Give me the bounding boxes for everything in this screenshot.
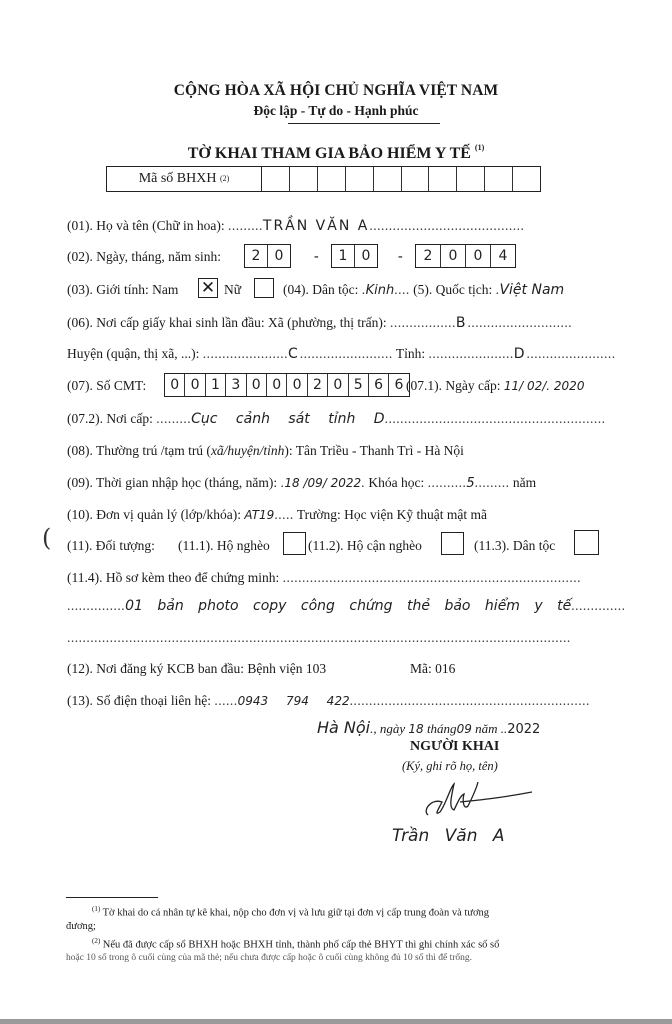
field-02-label: (02). Ngày, tháng, năm sinh: — [67, 249, 221, 264]
signing-month[interactable]: 09 — [456, 722, 472, 736]
field-07-1-issue-date — [406, 378, 584, 394]
month-label: tháng — [426, 721, 457, 736]
field-06-birth-registration: (06). Nơi cấp giấy khai sinh lần đầu: Xã (phường, thị trấn): .................B........................... — [67, 315, 573, 331]
birth-day-digit: 0 — [274, 248, 284, 264]
course-value[interactable]: 5 — [466, 476, 475, 491]
course-unit: năm — [512, 475, 537, 490]
footnote-1-text: Tờ khai do cá nhân tự kê khai, nộp cho đơn vị và lưu giữ tại đơn vị cấp trung đoàn và tương — [102, 907, 490, 919]
bhxh-digit-cell[interactable] — [513, 167, 540, 191]
bhxh-label-text: Mã số BHXH — [138, 171, 217, 186]
gender-male-checkbox[interactable]: ✕ — [198, 278, 218, 298]
bhxh-digit-cell[interactable] — [402, 167, 430, 191]
day-label: ., ngày — [370, 721, 406, 736]
field-05-label: (5). Quốc tịch: — [413, 282, 493, 297]
form-title — [0, 145, 672, 163]
year-label: năm .. — [475, 721, 508, 736]
school-label: Trường: Học viện Kỹ thuật mật mã — [296, 507, 488, 522]
birth-year-digit: 0 — [441, 245, 466, 267]
field-08-label-italic: xã/huyện/tỉnh — [210, 443, 285, 458]
field-13-label: (13). Số điện thoại liên hệ: — [67, 693, 211, 708]
bhxh-digit-cell[interactable] — [457, 167, 485, 191]
enrollment-date-value[interactable]: 18 /09/ 2022 — [284, 476, 362, 490]
ethnic-minority-label: (11.3). Dân tộc — [474, 538, 556, 553]
field-09-label: (09). Thời gian nhập học (tháng, năm): — [67, 475, 278, 490]
nationality-value[interactable]: Việt Nam — [499, 282, 565, 298]
birth-year-boxes[interactable] — [415, 244, 516, 268]
field-07-2-label: (07.2). Nơi cấp: — [67, 411, 153, 426]
birth-day-boxes[interactable] — [244, 244, 291, 268]
province-value[interactable]: D — [513, 346, 527, 362]
id-number-boxes[interactable] — [164, 373, 410, 397]
gender-female-checkbox[interactable] — [254, 278, 274, 298]
field-10-label: (10). Đơn vị quản lý (lớp/khóa): — [67, 507, 241, 522]
field-04-label: (04). Dân tộc: — [283, 282, 359, 297]
documents-value[interactable]: 01 bản photo copy công chứng thẻ bảo hiểm y tế — [125, 598, 572, 614]
signing-day[interactable]: 18 — [408, 722, 424, 736]
birth-year-digit: 4 — [498, 248, 508, 264]
signing-place[interactable]: Hà Nội — [317, 718, 371, 737]
date-separator: - — [314, 249, 319, 264]
ward-value[interactable]: B — [455, 315, 468, 331]
field-11-label: (11). Đối tượng: — [67, 538, 155, 553]
poor-household-label: (11.1). Hộ nghèo — [178, 538, 270, 553]
national-title: CỘNG HÒA XÃ HỘI CHỦ NGHĨA VIỆT NAM — [173, 82, 499, 99]
hospital-code: Mã: 016 — [410, 661, 456, 676]
footnote-2 — [92, 937, 499, 951]
margin-bracket-mark: ( — [42, 524, 52, 552]
bhxh-digit-cell[interactable] — [485, 167, 513, 191]
id-digit: 5 — [349, 374, 369, 396]
field-11-4-label: (11.4). Hồ sơ kèm theo để chứng minh: — [67, 570, 280, 585]
field-08-label: (08). Thường trú /tạm trú ( — [67, 443, 211, 458]
footnote-ref-1: (1) — [474, 143, 485, 152]
issue-date-value[interactable]: 11/ 02/. 2020 — [503, 379, 585, 393]
signing-year[interactable]: 2022 — [507, 722, 541, 737]
poor-household-checkbox[interactable] — [283, 532, 306, 555]
field-03-gender-label: (03). Giới tính: Nam — [67, 282, 179, 297]
bhxh-digit-cell[interactable] — [262, 167, 290, 191]
id-digit: 6 — [394, 377, 404, 393]
footnote-2-mark: (2) — [92, 937, 101, 945]
field-13-phone: (13). Số điện thoại liên hệ: ......0943 794 422.............................................................. — [67, 693, 590, 708]
footnote-1-continued: đương; — [66, 921, 96, 932]
footnote-1 — [92, 905, 489, 919]
field-07-label: (07). Số CMT: — [67, 378, 147, 393]
field-11-4-documents: (11.4). Hồ sơ kèm theo để chứng minh: ............................................................................. — [67, 570, 582, 585]
footnote-ref-2: (2) — [219, 174, 230, 183]
field-06-district: Huyện (quận, thị xã, ...): ......................C........................ Tỉnh: ......................D....................... — [67, 346, 616, 362]
gender-female-label: Nữ — [224, 282, 242, 297]
bhxh-digit-cell[interactable] — [374, 167, 402, 191]
id-digit: 0 — [165, 374, 185, 396]
field-01-label: (01). Họ và tên (Chữ in hoa): — [67, 218, 225, 233]
field-08-value: ): Tân Triều - Thanh Trì - Hà Nội — [284, 443, 464, 458]
documents-blank-line: .................................................................................................................................. — [67, 630, 571, 645]
course-label: Khóa học: — [368, 475, 425, 490]
footnote-divider — [66, 897, 158, 898]
near-poor-household-label: (11.2). Hộ cận nghèo — [308, 538, 422, 553]
id-digit: 0 — [247, 374, 267, 396]
full-name-value[interactable]: TRẦN VĂN A — [262, 218, 370, 234]
id-digit: 1 — [206, 374, 226, 396]
footnote-2-continued: hoặc 10 số trong ô cuối cùng của mã thẻ; nếu chưa được cấp hoặc ô cuối cùng không đủ 10 số thì để trống. — [66, 953, 473, 963]
class-value[interactable]: AT19 — [244, 508, 275, 522]
bhxh-number-box — [106, 166, 541, 192]
date-separator: - — [398, 249, 403, 264]
id-digit: 0 — [328, 374, 348, 396]
id-digit: 6 — [369, 374, 389, 396]
birth-month-boxes[interactable] — [331, 244, 378, 268]
birth-day-digit: 2 — [245, 245, 268, 267]
form-title-text: TỜ KHAI THAM GIA BẢO HIỂM Y TẾ — [187, 145, 471, 162]
phone-value[interactable]: 0943 794 422 — [237, 694, 350, 708]
field-07-1-label: (07.1). Ngày cấp: — [406, 378, 501, 393]
id-digit: 0 — [185, 374, 205, 396]
bhxh-digit-cell[interactable] — [318, 167, 346, 191]
field-09-enrollment: (09). Thời gian nhập học (tháng, năm): .18 /09/ 2022. Khóa học: ..........5......... năm — [67, 475, 537, 491]
birth-month-digit: 1 — [332, 245, 355, 267]
motto-underline — [288, 123, 440, 124]
near-poor-household-checkbox[interactable] — [441, 532, 464, 555]
footnote-2-text: Nếu đã được cấp sổ BHXH hoặc BHXH tỉnh, thành phố cấp thẻ BHYT thì ghi chính xác số sổ — [102, 939, 500, 951]
signed-name: Trần Văn A — [392, 826, 505, 846]
footnote-1-mark: (1) — [92, 905, 101, 913]
birth-year-digit: 0 — [466, 245, 491, 267]
declarant-title: NGƯỜI KHAI — [410, 739, 500, 754]
documents-handwritten-line: ...............01 bản photo copy công chứng thẻ bảo hiểm y tế.............. — [67, 598, 626, 614]
signature-instruction: (Ký, ghi rõ họ, tên) — [402, 759, 498, 773]
field-10-unit: (10). Đơn vị quản lý (lớp/khóa): AT19..... Trường: Học viện Kỹ thuật mật mã — [67, 507, 488, 522]
district-value[interactable]: C — [287, 346, 300, 362]
issue-place-value[interactable]: Cục cảnh sát tỉnh D — [191, 411, 385, 427]
id-digit: 0 — [287, 374, 307, 396]
field-07-2-issue-place: (07.2). Nơi cấp: .........Cục cảnh sát tỉnh D......................................................... — [67, 411, 606, 427]
district-label: Huyện (quận, thị xã, ...): — [67, 346, 200, 361]
field-01-full-name: (01). Họ và tên (Chữ in hoa): .........TRẦN VĂN A........................................ — [67, 218, 525, 234]
bhxh-label — [107, 167, 262, 191]
bhxh-digit-cell[interactable] — [346, 167, 374, 191]
ethnic-minority-checkbox[interactable] — [574, 530, 599, 555]
field-12-hospital: (12). Nơi đăng ký KCB ban đầu: Bệnh viện 103 — [67, 661, 327, 676]
bhxh-digit-cell[interactable] — [290, 167, 318, 191]
motto: Độc lập - Tự do - Hạnh phúc — [253, 103, 419, 118]
ethnicity-value[interactable]: Kinh — [365, 283, 395, 298]
id-digit: 2 — [308, 374, 328, 396]
signature-scribble — [420, 780, 550, 825]
id-digit: 0 — [267, 374, 287, 396]
field-04-ethnicity: (04). Dân tộc: .Kinh.... (5). Quốc tịch: .Việt Nam — [283, 282, 565, 298]
birth-month-digit: 0 — [361, 248, 371, 264]
id-digit: 3 — [226, 374, 246, 396]
field-08-residence — [67, 443, 464, 459]
bhxh-digit-cell[interactable] — [429, 167, 457, 191]
signing-place-date — [317, 718, 540, 737]
birth-year-digit: 2 — [416, 245, 441, 267]
province-label: Tỉnh: — [395, 346, 426, 361]
field-06-label: (06). Nơi cấp giấy khai sinh lần đầu: Xã (phường, thị trấn): — [67, 315, 387, 330]
page-bottom-edge — [0, 1019, 672, 1024]
